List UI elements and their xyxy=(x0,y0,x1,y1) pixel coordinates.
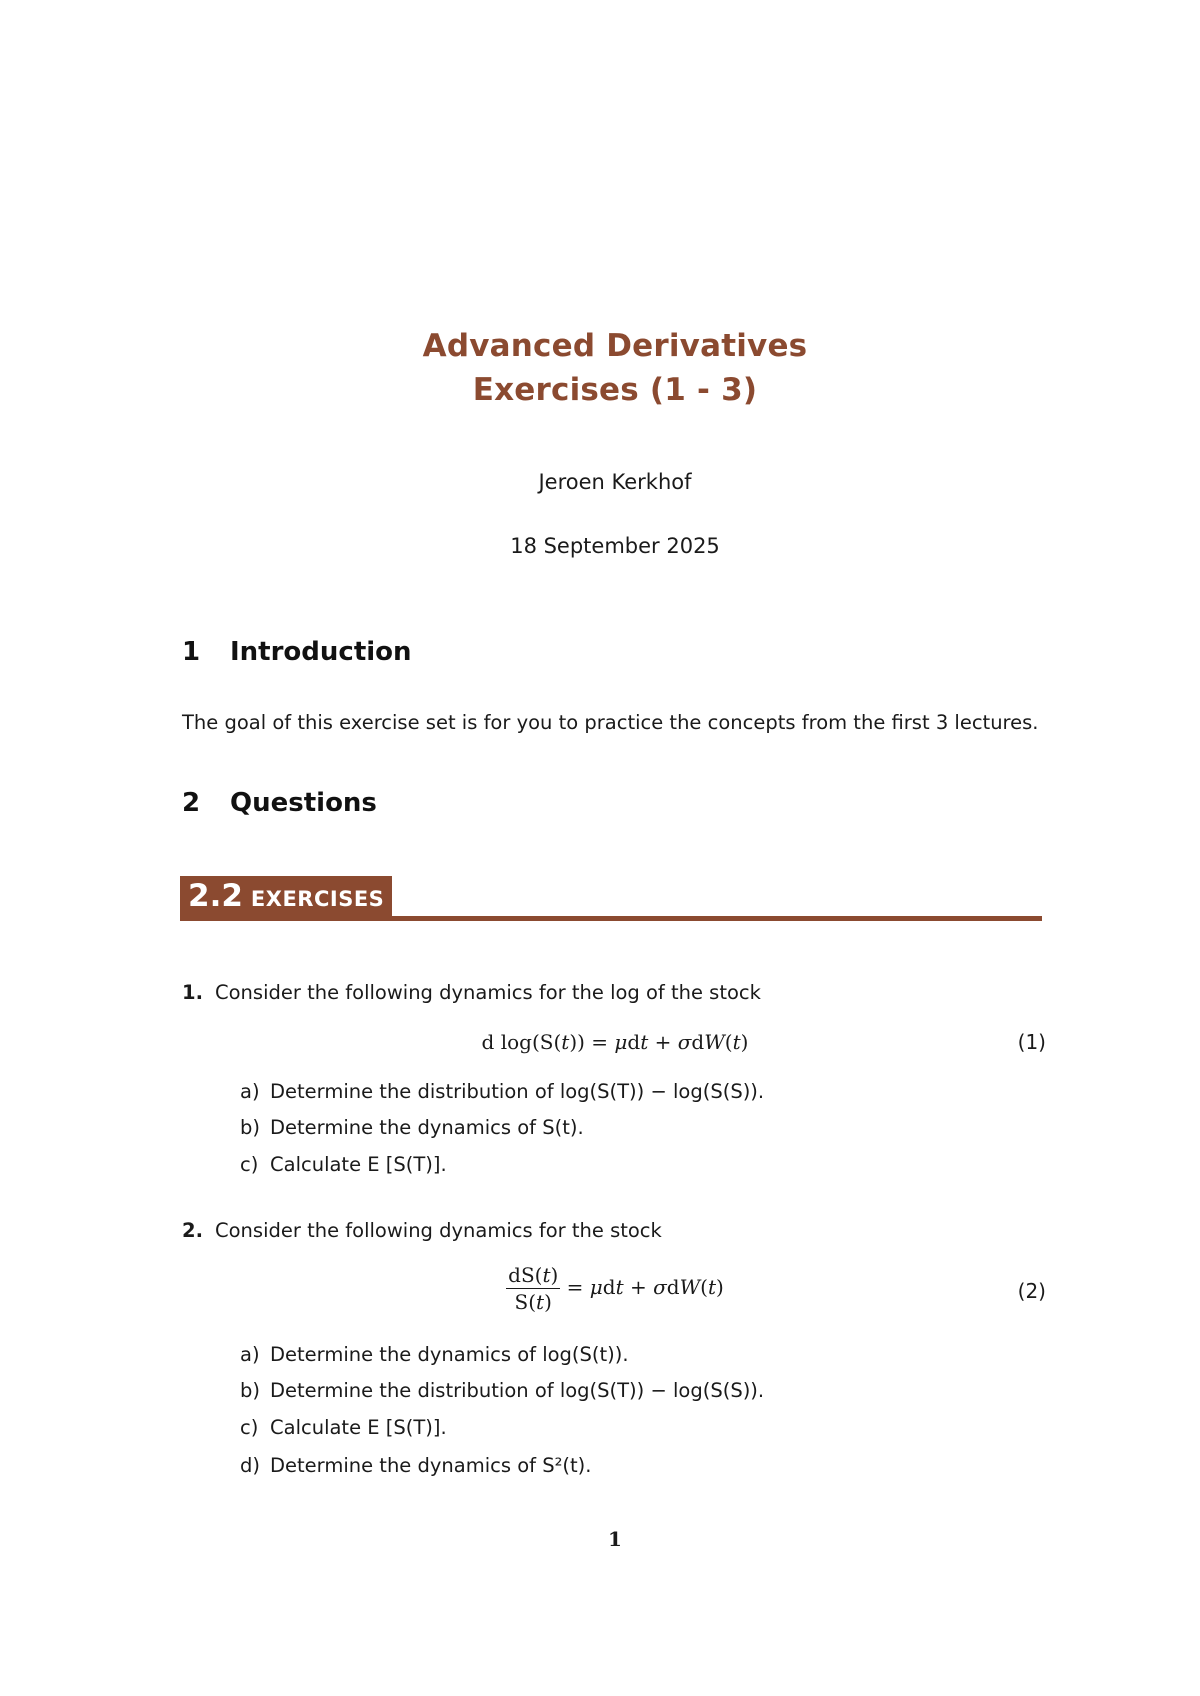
part-label: d) xyxy=(240,1454,260,1477)
question-part xyxy=(240,1343,629,1366)
part-label: c) xyxy=(240,1153,259,1176)
part-text: Determine the distribution of log(S(T)) − log(S(S)). xyxy=(270,1080,765,1103)
exercises-rule xyxy=(180,916,1042,921)
section-number: 1 xyxy=(182,637,201,667)
part-label: b) xyxy=(240,1116,260,1139)
part-label: b) xyxy=(240,1379,260,1402)
part-label: a) xyxy=(240,1080,260,1103)
part-text: Calculate E [S(T)]. xyxy=(270,1416,447,1439)
part-text: Determine the dynamics of S(t). xyxy=(270,1116,584,1139)
document-title-line1: Advanced Derivatives xyxy=(422,328,808,364)
section-title: Introduction xyxy=(230,637,412,667)
question-part xyxy=(240,1080,764,1103)
introduction-paragraph: The goal of this exercise set is for you to practice the concepts from the first 3 lectures. xyxy=(182,711,1039,734)
document-title-line2: Exercises (1 - 3) xyxy=(472,372,758,408)
exercises-label: EXERCISES xyxy=(250,887,385,911)
part-text: Determine the dynamics of S²(t). xyxy=(270,1454,592,1477)
equation-number: (1) xyxy=(1017,1030,1046,1054)
part-text: Determine the distribution of log(S(T)) − log(S(S)). xyxy=(270,1379,765,1402)
question-number: 2. xyxy=(182,1219,203,1242)
part-text: Determine the dynamics of log(S(t)). xyxy=(270,1343,629,1366)
exercises-header-bar xyxy=(180,876,1042,922)
exercises-number: 2.2 xyxy=(188,878,243,914)
exercises-header-box xyxy=(180,876,392,916)
fraction: $\frac{dS(t)}{S(t)}$ xyxy=(508,1263,559,1314)
page-number: 1 xyxy=(608,1527,622,1551)
equation-1: d log(S(t)) = μdt + σdW(t) xyxy=(481,1030,749,1054)
equation-2: $\frac{dS(t)}{S(t)}$ = μdt + σdW(t) xyxy=(508,1263,724,1314)
author: Jeroen Kerkhof xyxy=(538,470,692,494)
section-heading-introduction xyxy=(182,637,412,667)
part-label: c) xyxy=(240,1416,259,1439)
question-part xyxy=(240,1153,447,1176)
question-text: Consider the following dynamics for the stock xyxy=(215,1219,662,1242)
section-heading-questions xyxy=(182,788,377,818)
question-text: Consider the following dynamics for the log of the stock xyxy=(215,981,761,1004)
question-part xyxy=(240,1416,447,1439)
section-number: 2 xyxy=(182,788,201,818)
question-part xyxy=(240,1116,584,1139)
part-text: Calculate E [S(T)]. xyxy=(270,1153,447,1176)
question-number: 1. xyxy=(182,981,203,1004)
section-title: Questions xyxy=(230,788,377,818)
question-part xyxy=(240,1454,591,1477)
equation-number: (2) xyxy=(1017,1279,1046,1303)
date: 18 September 2025 xyxy=(510,534,720,558)
part-label: a) xyxy=(240,1343,260,1366)
question-part xyxy=(240,1379,764,1402)
